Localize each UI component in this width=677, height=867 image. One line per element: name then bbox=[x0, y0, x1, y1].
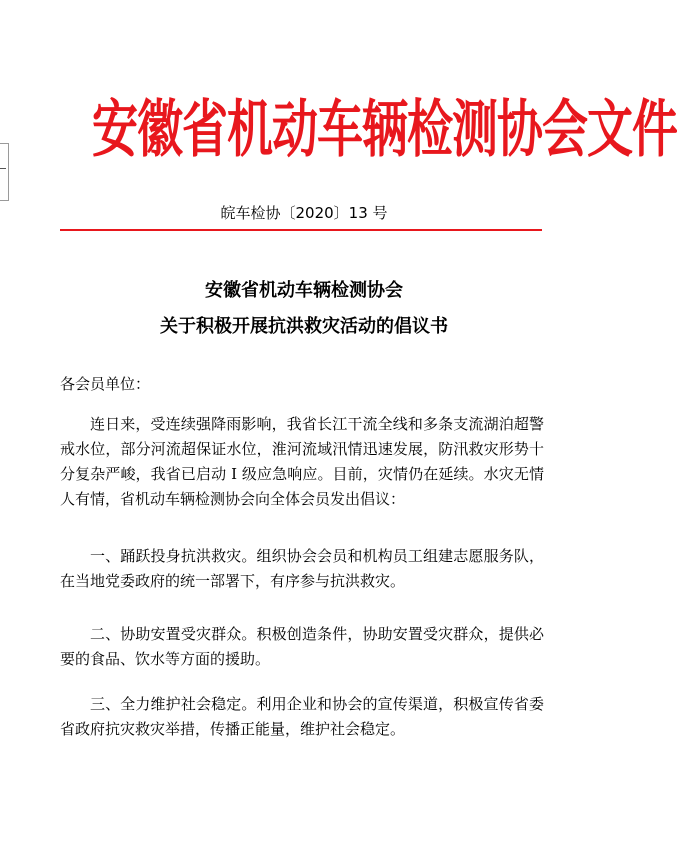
page-edge-marker bbox=[0, 143, 9, 201]
document-title-organization: 安徽省机动车辆检测协会 bbox=[205, 280, 403, 301]
body-paragraph-item-1: 一、踊跃投身抗洪救灾。组织协会会员和机构员工组建志愿服务队，在当地党委政府的统一部署下，有序参与抗洪救灾。 bbox=[60, 547, 544, 590]
letterhead-title: 安徽省机动车辆检测协会文件 bbox=[92, 92, 677, 166]
document-title-subject: 关于积极开展抗洪救灾活动的倡议书 bbox=[160, 316, 448, 337]
body-paragraph-item-3: 三、全力维护社会稳定。利用企业和协会的宣传渠道，积极宣传省委省政府抗灾救灾举措，传播正能量，维护社会稳定。 bbox=[60, 695, 544, 738]
salutation: 各会员单位： bbox=[60, 375, 151, 393]
red-divider-line bbox=[60, 229, 542, 231]
document-number: 皖车检协〔2020〕13 号 bbox=[220, 204, 388, 222]
body-paragraph-intro: 连日来，受连续强降雨影响，我省长江干流全线和多条支流湖泊超警戒水位，部分河流超保证水位，淮河流域汛情迅速发展，防汛救灾形势十分复杂严峻，我省已启动 I 级应急响应。目前，灾情仍在延续。水灾无情人有情，省机动车辆检测协会向全体会员发出倡议： bbox=[60, 415, 544, 508]
body-paragraph-item-2: 二、协助安置受灾群众。积极创造条件，协助安置受灾群众，提供必要的食品、饮水等方面的援助。 bbox=[60, 625, 544, 668]
